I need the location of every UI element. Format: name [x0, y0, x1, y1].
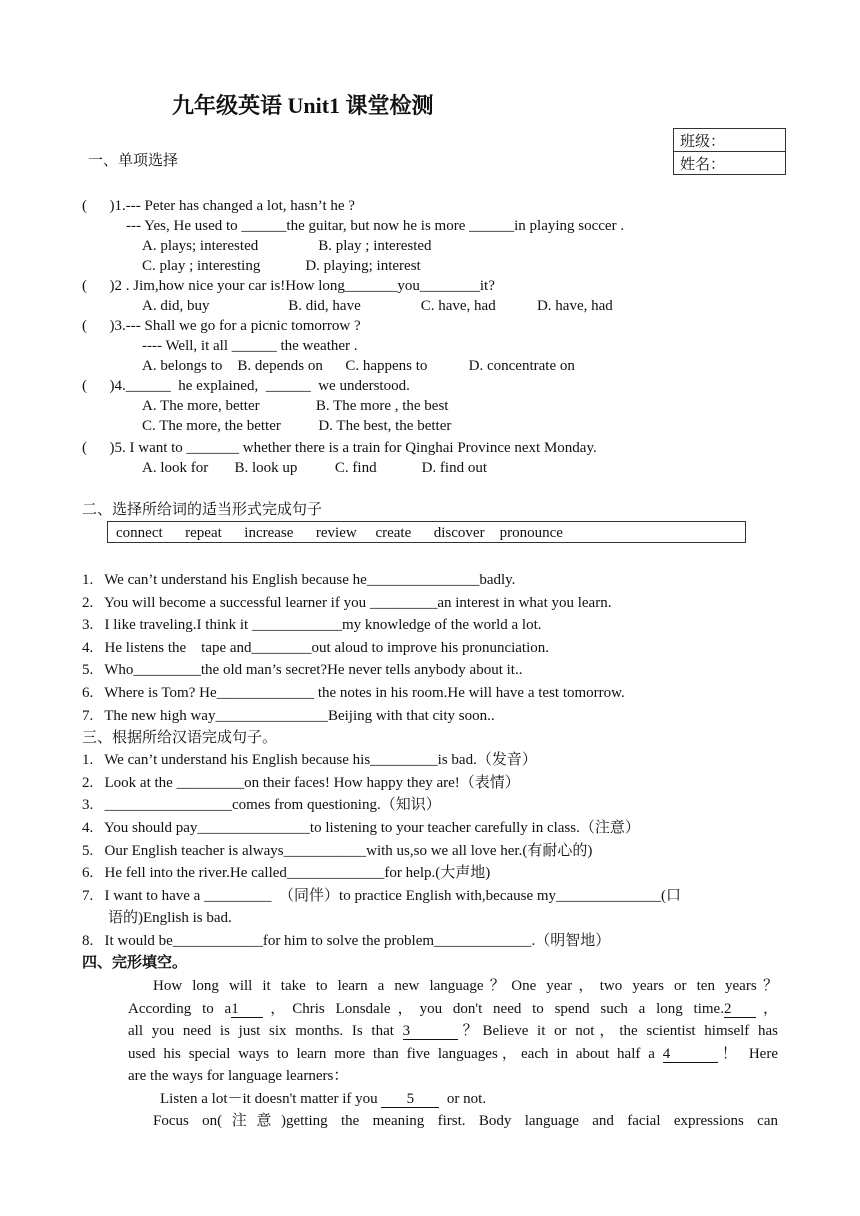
- passage-line: used his special ways to learn more than five languages，each in about half a 4 ！ Here: [128, 1046, 778, 1062]
- question-line: ( )3.--- Shall we go for a picnic tomorrow ?: [82, 318, 361, 334]
- list-item-continuation: 语的)English is bad.: [108, 910, 232, 926]
- word-bank-box: connect repeat increase review create discover pronounce: [107, 521, 746, 543]
- cloze-blank[interactable]: 2: [724, 1001, 756, 1018]
- passage-line: Focus on(注意)getting the meaning first. Body language and facial expressions can: [153, 1113, 778, 1129]
- page-title: 九年级英语 Unit1 课堂检测: [172, 93, 434, 118]
- cloze-blank[interactable]: 3: [403, 1023, 458, 1040]
- question-line: ( )1.--- Peter has changed a lot, hasn’t he ?: [82, 198, 355, 214]
- list-item: 1. We can’t understand his English because his_________is bad.（发音）: [82, 752, 537, 768]
- passage-line: Listen a lot－it doesn't matter if you 5 or not.: [160, 1091, 487, 1107]
- list-item: 7. I want to have a _________ （同伴）to practice English with,because my______________(口: [82, 888, 682, 904]
- passage-line: are the ways for language learners：: [128, 1068, 349, 1084]
- section4-heading: 四、完形填空。: [82, 955, 188, 971]
- option-line: A. did, buy B. did, have C. have, had D. have, had: [142, 298, 613, 314]
- passage-line: According to a1 ，Chris Lonsdale，you don't need to spend such a long time.2 ，: [128, 1001, 778, 1017]
- cloze-blank[interactable]: 1: [231, 1001, 263, 1018]
- list-item: 7. The new high way_______________Beijing with that city soon..: [82, 708, 495, 724]
- list-item: 5. Our English teacher is always___________with us,so we all love her.(有耐心的): [82, 843, 593, 859]
- section1-heading: 一、单项选择: [88, 153, 179, 169]
- section3-heading: 三、根据所给汉语完成句子。: [82, 730, 278, 746]
- option-line: A. belongs to B. depends on C. happens to D. concentrate on: [142, 358, 575, 374]
- question-line: ( )4.______ he explained, ______ we understood.: [82, 378, 410, 394]
- question-line: --- Yes, He used to ______the guitar, but now he is more ______in playing soccer .: [126, 218, 625, 234]
- option-line: A. The more, better B. The more , the best: [142, 398, 449, 414]
- question-line: ---- Well, it all ______ the weather .: [142, 338, 358, 354]
- name-label: 姓名：: [674, 152, 786, 175]
- passage-line: all you need is just six months. Is that 3 ？Believe it or not，the scientist himself has: [128, 1023, 778, 1039]
- class-label: 班级：: [674, 129, 786, 152]
- cloze-blank[interactable]: 5: [381, 1091, 439, 1108]
- student-info-box: [673, 128, 786, 175]
- list-item: 3. _________________comes from questioning.（知识）: [82, 797, 441, 813]
- section2-heading: 二、选择所给词的适当形式完成句子: [82, 502, 323, 518]
- list-item: 2. Look at the _________on their faces! How happy they are!（表情）: [82, 775, 520, 791]
- list-item: 8. It would be____________for him to solve the problem_____________.（明智地）: [82, 933, 611, 949]
- option-line: C. play ; interesting D. playing; interest: [142, 258, 421, 274]
- list-item: 5. Who_________the old man’s secret?He never tells anybody about it..: [82, 662, 523, 678]
- option-line: A. look for B. look up C. find D. find out: [142, 460, 487, 476]
- list-item: 2. You will become a successful learner if you _________an interest in what you learn.: [82, 595, 612, 611]
- option-line: C. The more, the better D. The best, the better: [142, 418, 452, 434]
- question-line: ( )2 . Jim,how nice your car is!How long_______you________it?: [82, 278, 495, 294]
- list-item: 6. He fell into the river.He called_____________for help.(大声地): [82, 865, 491, 881]
- question-line: ( )5. I want to _______ whether there is a train for Qinghai Province next Monday.: [82, 440, 597, 456]
- list-item: 4. You should pay_______________to listening to your teacher carefully in class.（注意）: [82, 820, 640, 836]
- list-item: 4. He listens the tape and________out aloud to improve his pronunciation.: [82, 640, 550, 656]
- option-line: A. plays; interested B. play ; interested: [142, 238, 432, 254]
- cloze-blank[interactable]: 4: [663, 1046, 718, 1063]
- passage-line: How long will it take to learn a new language？One year，two years or ten years？: [153, 978, 778, 994]
- list-item: 6. Where is Tom? He_____________ the notes in his room.He will have a test tomorrow.: [82, 685, 625, 701]
- list-item: 3. I like traveling.I think it ____________my knowledge of the world a lot.: [82, 617, 542, 633]
- list-item: 1. We can’t understand his English because he_______________badly.: [82, 572, 516, 588]
